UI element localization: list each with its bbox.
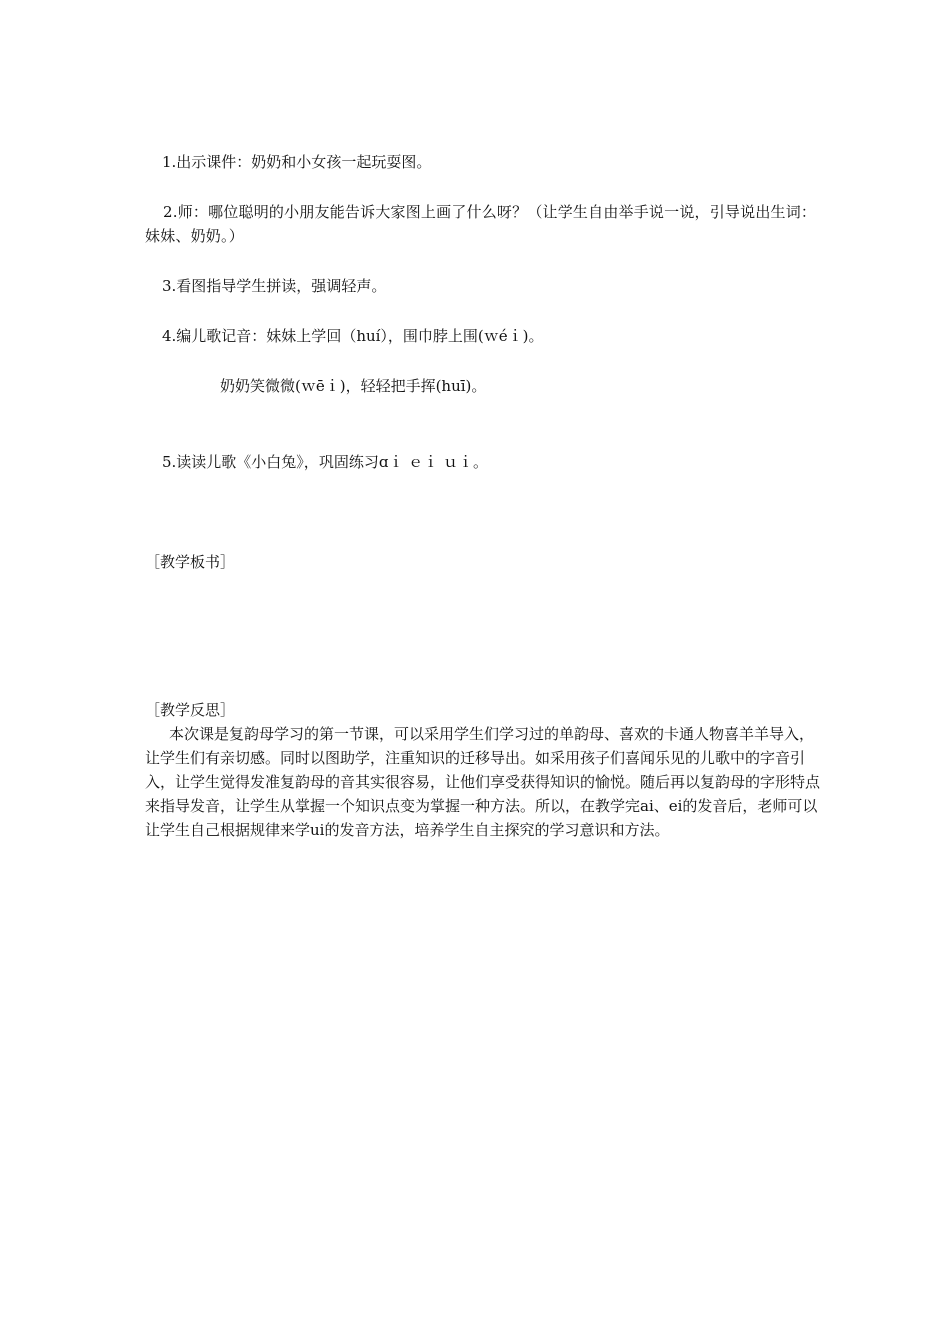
reflection-body: 本次课是复韵母学习的第一节课，可以采用学生们学习过的单韵母、喜欢的卡通人物喜羊羊导入，让学生们有亲切感。同时以图助学，注重知识的迁移导出。如采用孩子们喜闻乐见的儿歌中的字音引入，让学生觉得发准复韵母的音其实很容易，让他们享受获得知识的愉悦。随后再以复韵母的字形特点来指导发音，让学生从掌握一个知识点变为掌握一种方法。所以，在教学完ai、ei的发音后，老师可以让学生自己根据规律来学ui的发音方法，培养学生自主探究的学习意识和方法。 xyxy=(145,725,821,839)
step-2: 2.师：哪位聪明的小朋友能告诉大家图上画了什么呀？（让学生自由举手说一说，引导说出生词：妹妹、奶奶。） xyxy=(145,203,817,245)
step-4: 4.编儿歌记音：妹妹上学回（huí），围巾脖上围(ｗéｉ)。 xyxy=(162,327,544,345)
reflection-heading: ［教学反思］ xyxy=(145,701,236,719)
step-4-continued: 奶奶笑微微(ｗēｉ)，轻轻把手挥(huī)。 xyxy=(220,377,487,395)
step-5: 5.读读儿歌《小白兔》，巩固练习ɑｉ ｅｉ ｕｉ。 xyxy=(162,453,488,471)
step-3: 3.看图指导学生拼读，强调轻声。 xyxy=(162,277,387,295)
board-heading: ［教学板书］ xyxy=(145,553,236,571)
step-1: 1.出示课件：奶奶和小女孩一起玩耍图。 xyxy=(162,153,432,171)
